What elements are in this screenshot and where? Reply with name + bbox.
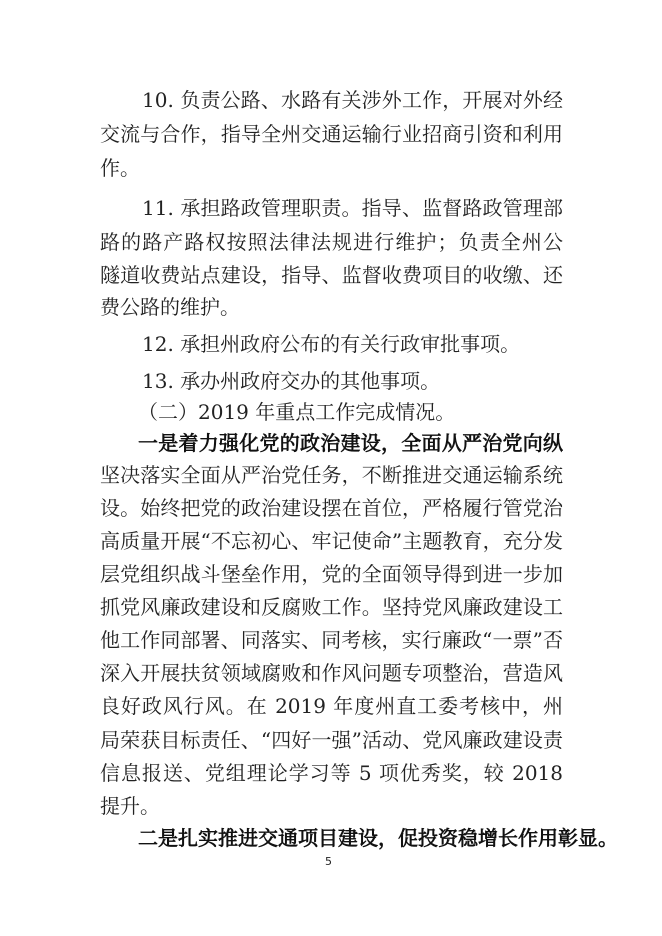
item-11-line: 隧道收费站点建设，指导、监督收费项目的收缴、还 <box>100 263 563 287</box>
item-12: 12. 承担州政府公布的有关行政审批事项。 <box>142 332 521 356</box>
paragraph-line: 提升。 <box>100 794 160 818</box>
item-10-line: 10. 负责公路、水路有关涉外工作，开展对外经 <box>142 88 563 112</box>
paragraph-line: 层党组织战斗堡垒作用，党的全面领导得到进一步加 <box>100 562 563 586</box>
subheading-1: 一是着力强化党的政治建设，全面从严治党向纵 <box>138 431 563 455</box>
item-10-line: 交流与合作，指导全州交通运输行业招商引资和利用 <box>100 122 563 146</box>
subheading-2: 二是扎实推进交通项目建设，促投资稳增长作用彰显。 <box>138 826 618 850</box>
paragraph-line: 信息报送、党组理论学习等 5 项优秀奖，较 2018 <box>100 761 563 785</box>
item-10-line: 作。 <box>100 156 140 180</box>
page-number: 5 <box>325 855 332 868</box>
paragraph-line: 设。始终把党的政治建设摆在首位，严格履行管党治 <box>100 496 563 520</box>
paragraph-line: 局荣获目标责任、“四好一强”活动、党风廉政建设责 <box>100 728 563 752</box>
paragraph-line: 他工作同部署、同落实、同考核，实行廉政“一票”否 <box>100 628 563 652</box>
item-11-line: 路的路产路权按照法律法规进行维护；负责全州公 <box>100 230 563 254</box>
paragraph-line: 深入开展扶贫领域腐败和作风问题专项整治，营造风 <box>100 661 563 685</box>
item-11-line: 费公路的维护。 <box>100 295 240 319</box>
paragraph-line: 坚决落实全面从严治党任务，不断推进交通运输系统 <box>100 463 563 487</box>
section-heading: （二）2019 年重点工作完成情况。 <box>138 400 456 424</box>
paragraph-line: 高质量开展“不忘初心、牢记使命”主题教育，充分发 <box>100 529 563 553</box>
item-13: 13. 承办州政府交办的其他事项。 <box>142 369 441 393</box>
paragraph-line: 抓党风廉政建设和反腐败工作。坚持党风廉政建设工 <box>100 595 563 619</box>
item-11-line: 11. 承担路政管理职责。指导、监督路政管理部 <box>142 196 563 220</box>
paragraph-line: 良好政风行风。在 2019 年度州直工委考核中，州 <box>100 694 563 718</box>
